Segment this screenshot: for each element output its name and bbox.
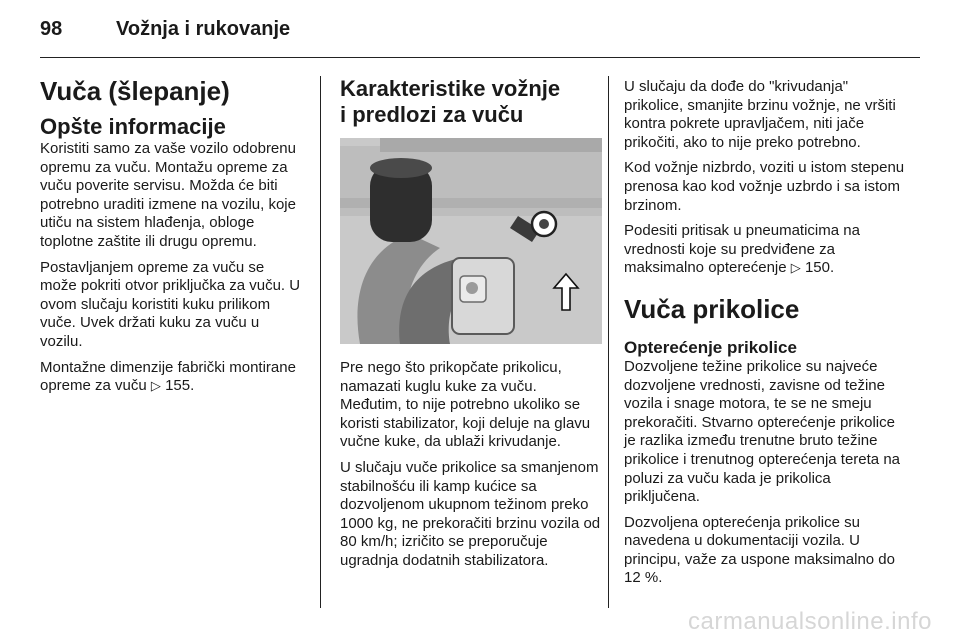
header-rule <box>40 57 920 58</box>
column-middle <box>340 76 602 578</box>
driving-characteristics-title <box>340 76 602 128</box>
paragraph: Postavljanjem opreme za vuču se može pokriti otvor priključka za vuču. U ovom slučaju koristiti kuku prilikom vuče. Uvek držati kuku za vuču u vozilu. <box>40 258 301 350</box>
paragraph <box>40 359 302 396</box>
paragraph: U slučaju vuče prikolice sa smanjenom stabilnošću ili kamp kućice sa dozvoljenom ukupnom težinom preko 1000 kg, ne prekoračiti brzinu vozila od 80 km/h; izričito se preporučuje ugradnja dodatnih stabilizatora. <box>340 458 601 569</box>
trailer-load-subtitle: Opterećenje prikolice <box>624 337 797 357</box>
general-info-subtitle: Opšte informacije <box>40 114 226 139</box>
paragraph <box>624 222 906 278</box>
column-right <box>624 78 906 595</box>
page-number: 98 <box>40 18 63 40</box>
paragraph: Dozvoljena opterećenja prikolice su navedena u dokumentaciji vozila. U principu, važe za uspone maksimalno do 12 %. <box>624 513 895 587</box>
column-left <box>40 76 302 403</box>
trailer-towing-title: Vuča prikolice <box>624 293 800 324</box>
page-header <box>40 18 290 41</box>
section-title: Vožnja i rukovanje <box>116 18 291 40</box>
page-reference: 150. <box>804 259 835 277</box>
paragraph-text: Montažne dimenzije fabrički montirane opreme za vuču <box>40 358 296 395</box>
tow-hitch-illustration <box>340 138 602 344</box>
page-reference: 155. <box>165 377 195 395</box>
column-divider <box>608 76 609 608</box>
column-divider <box>320 76 321 608</box>
towing-title: Vuča (šlepanje) <box>40 76 230 106</box>
title-line: i predlozi za vuču <box>340 102 524 127</box>
chevron-right-icon: ▷ <box>790 260 801 276</box>
paragraph-text: Podesiti pritisak u pneumaticima na vrednosti koje su predviđene za maksimalno opterećenje <box>624 222 860 277</box>
paragraph: Koristiti samo za vaše vozilo odobrenu opremu za vuču. Montažu opreme za vuču poverite servisu. Možda će biti potrebno uraditi izmene na vozilu, koje utiču na sistem hlađenja, obloge toplotne zaštite ili drugu opremu. <box>40 140 296 250</box>
watermark: carmanualsonline.info <box>688 608 932 635</box>
paragraph: Dozvoljene težine prikolice su najveće dozvoljene vrednosti, zavisne od težine vozila i snage motora, te se ne smeju prekoračiti. Stvarno opterećenje prikolice je razlika između trenutne bruto težine prikolice i trenutnog opterećenja tereta na poluzi za vuču kada je prikolica priključena. <box>624 357 901 506</box>
paragraph: U slučaju da dođe do "krivudanja" prikolice, smanjite brzinu vožnje, ne vršiti kontra pokrete upravljačem, niti jače prikočiti, ako to nije preko potrebno. <box>624 78 896 151</box>
title-line: Karakteristike vožnje <box>340 76 561 101</box>
chevron-right-icon: ▷ <box>150 378 161 394</box>
paragraph: Pre nego što prikopčate prikolicu, namazati kuglu kuke za vuču. Međutim, to nije potrebno ukoliko se koristi stabilizator, koji deluje na glavu vučne kuke, da ublaži krivudanje. <box>340 359 591 451</box>
paragraph: Kod vožnje nizbrdo, voziti u istom stepenu prenosa kao kod vožnje uzbrdo i sa istom brzinom. <box>624 159 905 214</box>
